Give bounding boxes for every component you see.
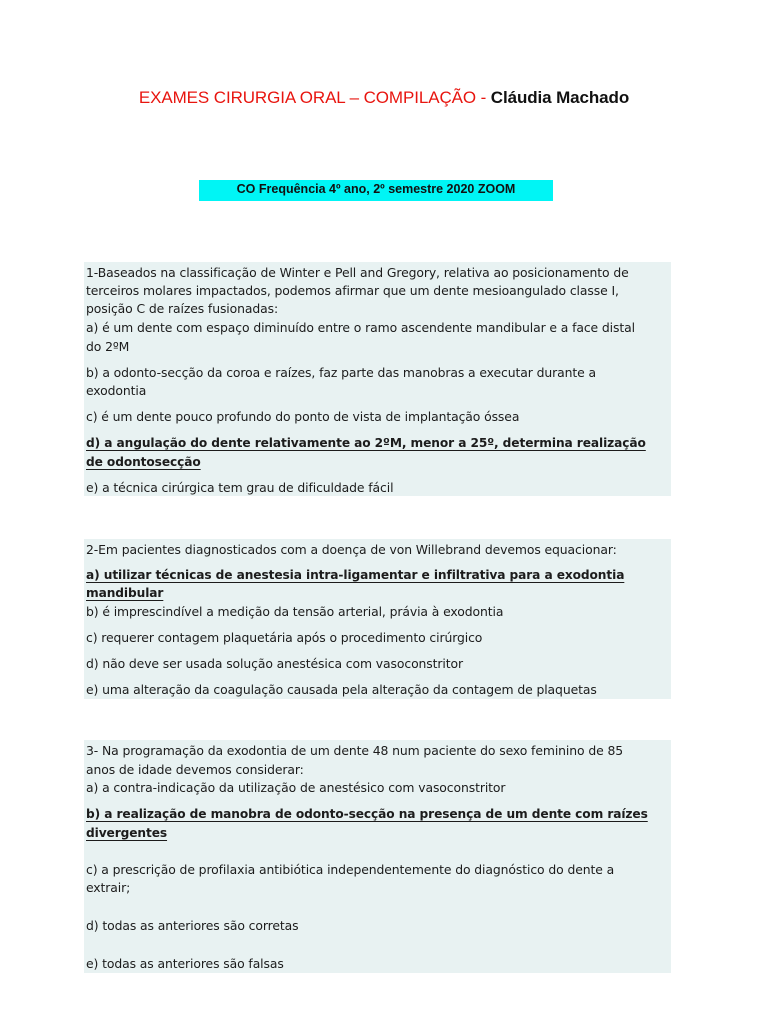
question-3-option-c-cont: extrair; [86, 880, 131, 895]
question-1-option-e: e) a técnica cirúrgica tem grau de dificuldade fácil [86, 480, 394, 495]
question-3-option-b-correct-cont: divergentes [86, 826, 168, 840]
question-2-option-a-correct-cont: mandibular [86, 586, 164, 600]
question-2-option-e: e) uma alteração da coagulação causada pela alteração da contagem de plaquetas [86, 682, 597, 697]
question-3-option-d: d) todas as anteriores são corretas [86, 918, 299, 933]
question-2-option-b: b) é imprescindível a medição da tensão arterial, právia à exodontia [86, 604, 504, 619]
question-1-option-c: c) é um dente pouco profundo do ponto de vista de implantação óssea [86, 409, 520, 424]
exam-subtitle: CO Frequência 4º ano, 2º semestre 2020 ZOOM [236, 182, 516, 196]
question-2-option-c: c) requerer contagem plaquetária após o procedimento cirúrgico [86, 630, 483, 645]
question-2-option-a-correct: a) utilizar técnicas de anestesia intra-ligamentar e infiltrativa para a exodontia [86, 568, 625, 582]
question-3-option-e: e) todas as anteriores são falsas [86, 956, 284, 971]
question-1-stem-line: 1-Baseados na classificação de Winter e Pell and Gregory, relativa ao posicionamento de [86, 265, 629, 280]
question-1-stem-line: terceiros molares impactados, podemos afirmar que um dente mesioangulado classe I, [86, 283, 619, 298]
question-3-option-b-correct: b) a realização de manobra de odonto-secção na presença de um dente com raízes [86, 807, 648, 821]
question-1-option-b-cont: exodontia [86, 383, 147, 398]
question-1-option-d-correct-cont: de odontosecção [86, 455, 201, 469]
question-1-option-a: a) é um dente com espaço diminuído entre o ramo ascendente mandibular e a face distal [86, 320, 635, 335]
title-author: Cláudia Machado [490, 88, 630, 107]
question-1-option-d-correct: d) a angulação do dente relativamente ao 2ºM, menor a 25º, determina realização [86, 436, 646, 450]
question-3-option-a: a) a contra-indicação da utilização de anestésico com vasoconstritor [86, 780, 506, 795]
question-3-stem-line: 3- Na programação da exodontia de um dente 48 num paciente do sexo feminino de 85 [86, 743, 624, 758]
question-1-option-b: b) a odonto-secção da coroa e raízes, faz parte das manobras a executar durante a [86, 365, 596, 380]
question-1-stem-line: posição C de raízes fusionadas: [86, 301, 279, 316]
question-3-option-c: c) a prescrição de profilaxia antibiótica independentemente do diagnóstico do dente a [86, 862, 615, 877]
question-1-option-a-cont: do 2ºM [86, 339, 130, 354]
title-main: EXAMES CIRURGIA ORAL – COMPILAÇÃO - [138, 88, 491, 107]
document-title [0, 88, 768, 108]
question-2-stem-line: 2-Em pacientes diagnosticados com a doença de von Willebrand devemos equacionar: [86, 542, 617, 557]
question-2-option-d: d) não deve ser usada solução anestésica com vasoconstritor [86, 656, 463, 671]
question-3-stem-line: anos de idade devemos considerar: [86, 762, 304, 777]
